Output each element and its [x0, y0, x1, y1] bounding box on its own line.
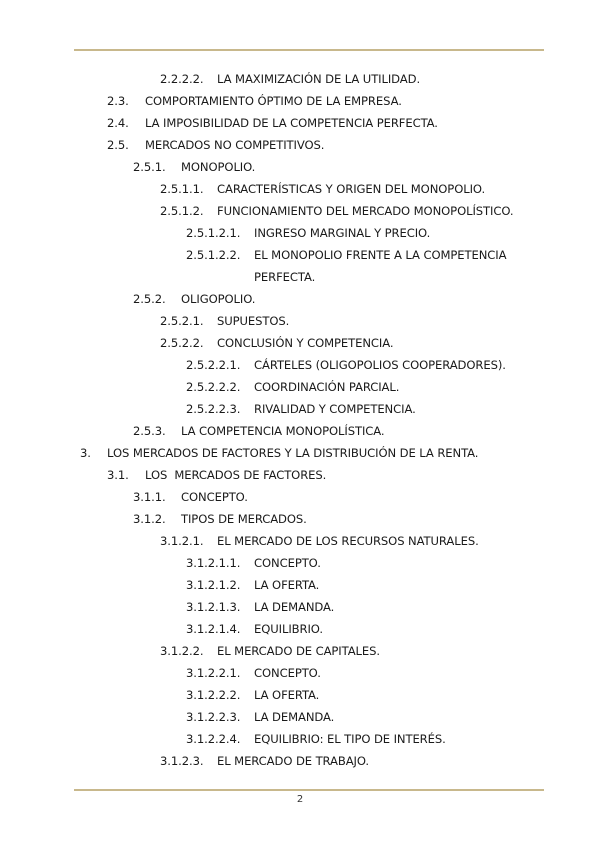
toc-entry-number: 3.1.1. [133, 490, 166, 504]
toc-entry-title: CONCEPTO. [181, 490, 248, 504]
toc-entry-number: 3.1.2.1.4. [186, 622, 241, 636]
toc-entry-number: 3.1.2. [133, 512, 166, 526]
toc-entry-number: 3.1. [107, 468, 129, 482]
toc-entry-number: 2.5.1.2. [160, 204, 204, 218]
toc-entry-number: 2.2.2.2. [160, 72, 204, 86]
toc-entry-title: MONOPOLIO. [181, 160, 256, 174]
toc-entry-number: 3.1.2.1.3. [186, 600, 241, 614]
toc-entry-title: CONCLUSIÓN Y COMPETENCIA. [217, 336, 394, 350]
toc-entry-number: 3.1.2.2.1. [186, 666, 241, 680]
header-rule [74, 49, 544, 51]
toc-entry-title: EL MONOPOLIO FRENTE A LA COMPETENCIA PERFECTA. [254, 248, 507, 284]
toc-entry-title: LOS MERCADOS DE FACTORES Y LA DISTRIBUCIÓN DE LA RENTA. [107, 446, 479, 460]
toc-entry-number: 2.5.2.2.2. [186, 380, 241, 394]
toc-entry-title: LOS MERCADOS DE FACTORES. [145, 468, 327, 482]
toc-entry-number: 3.1.2.3. [160, 754, 204, 768]
toc-entry-number: 2.5.1.1. [160, 182, 204, 196]
toc-entry-number: 3.1.2.1.1. [186, 556, 241, 570]
page-number: 2 [296, 794, 304, 805]
toc-entry-title: LA DEMANDA. [254, 710, 335, 724]
toc-entry-number: 2.5.2.2.1. [186, 358, 241, 372]
toc-entry-number: 2.5.1.2.1. [186, 226, 241, 240]
toc-entry-title: RIVALIDAD Y COMPETENCIA. [254, 402, 416, 416]
footer-rule [74, 789, 544, 791]
toc-entry-number: 2.5.2.1. [160, 314, 204, 328]
toc-entry-number: 3.1.2.2.2. [186, 688, 241, 702]
toc-entry-title: LA DEMANDA. [254, 600, 335, 614]
toc-entry-number: 2.5. [107, 138, 129, 152]
toc-entry-title: INGRESO MARGINAL Y PRECIO. [254, 226, 431, 240]
toc-entry-number: 2.5.2.2. [160, 336, 204, 350]
toc-entry-title: LA MAXIMIZACIÓN DE LA UTILIDAD. [217, 72, 421, 86]
toc-entry-number: 2.5.2.2.3. [186, 402, 241, 416]
toc-entry-number: 2.3. [107, 94, 129, 108]
toc-entry-number: 2.5.3. [133, 424, 166, 438]
toc-entry-number: 3.1.2.2.3. [186, 710, 241, 724]
toc-entry-number: 3.1.2.1.2. [186, 578, 241, 592]
toc-entry-title: COORDINACIÓN PARCIAL. [254, 380, 400, 394]
toc-entry-title: CONCEPTO. [254, 556, 321, 570]
toc-entry-title: CONCEPTO. [254, 666, 321, 680]
toc-entry-title: EL MERCADO DE LOS RECURSOS NATURALES. [217, 534, 479, 548]
toc-entry-number: 3.1.2.2.4. [186, 732, 241, 746]
toc-entry-title: LA OFERTA. [254, 688, 320, 702]
toc-entry-title: FUNCIONAMIENTO DEL MERCADO MONOPOLÍSTICO. [217, 204, 514, 218]
toc-entry-title: CARACTERÍSTICAS Y ORIGEN DEL MONOPOLIO. [217, 182, 486, 196]
toc-entry-title: EL MERCADO DE TRABAJO. [217, 754, 370, 768]
toc-entry-title: TIPOS DE MERCADOS. [181, 512, 307, 526]
toc-entry-title: EQUILIBRIO. [254, 622, 323, 636]
toc-entry-title: COMPORTAMIENTO ÓPTIMO DE LA EMPRESA. [145, 94, 402, 108]
toc-entry-title: SUPUESTOS. [217, 314, 290, 328]
toc-entry-title: LA IMPOSIBILIDAD DE LA COMPETENCIA PERFECTA. [145, 116, 438, 130]
toc-entry-title: CÁRTELES (OLIGOPOLIOS COOPERADORES). [254, 358, 506, 372]
toc-entry-title: OLIGOPOLIO. [181, 292, 256, 306]
toc-entry-title: EL MERCADO DE CAPITALES. [217, 644, 380, 658]
toc-entry-title: MERCADOS NO COMPETITIVOS. [145, 138, 325, 152]
toc-entry-number: 2.4. [107, 116, 129, 130]
toc-entry-title: LA OFERTA. [254, 578, 320, 592]
toc-entry-number: 3.1.2.1. [160, 534, 204, 548]
toc-entry-number: 2.5.1.2.2. [186, 248, 241, 262]
toc-entry-number: 3. [80, 446, 91, 460]
toc-entry-title: EQUILIBRIO: EL TIPO DE INTERÉS. [254, 732, 446, 746]
toc-entry-number: 2.5.1. [133, 160, 166, 174]
toc-entry-title: LA COMPETENCIA MONOPOLÍSTICA. [181, 424, 385, 438]
toc-entry-number: 3.1.2.2. [160, 644, 204, 658]
toc-entry-number: 2.5.2. [133, 292, 166, 306]
